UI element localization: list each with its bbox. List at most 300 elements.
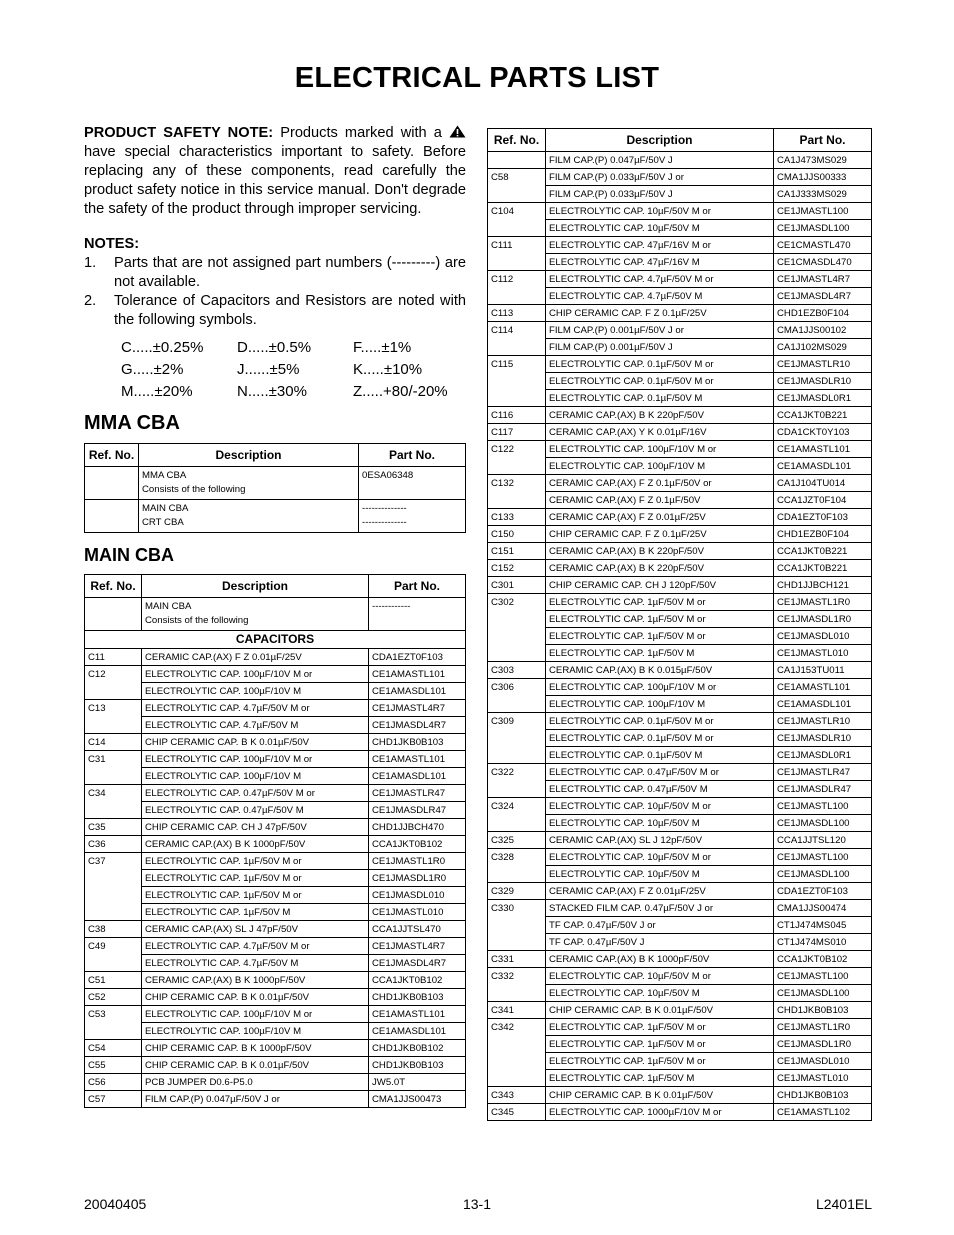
- desc-line: Consists of the following: [142, 484, 246, 495]
- part-cell: CE1JMASDL4R7: [369, 955, 466, 972]
- col-ref-no: Ref. No.: [85, 444, 139, 467]
- desc-line: Consists of the following: [145, 615, 249, 626]
- part-cell: CE1AMASTL101: [369, 666, 466, 683]
- table-row: [488, 747, 872, 764]
- part-cell: CE1JMASTL1R0: [369, 853, 466, 870]
- desc-cell: ELECTROLYTIC CAP. 47µF/16V M: [546, 254, 774, 271]
- part-cell: CCA1JJTSL470: [369, 921, 466, 938]
- part-cell: CHD1JKB0B103: [369, 1057, 466, 1074]
- tolerance-code: G.....±2%: [121, 361, 184, 378]
- desc-cell: ELECTROLYTIC CAP. 0.47µF/50V M: [546, 781, 774, 798]
- part-cell: CE1JMASDLR47: [774, 781, 872, 798]
- table-row: [488, 951, 872, 968]
- ref-cell: [488, 339, 546, 356]
- table-row: [488, 543, 872, 560]
- part-cell: CE1JMASDL010: [369, 887, 466, 904]
- table-row: [488, 679, 872, 696]
- desc-cell: ELECTROLYTIC CAP. 10µF/50V M or: [546, 849, 774, 866]
- part-cell: CE1JMASTL4R7: [774, 271, 872, 288]
- table-row: [488, 390, 872, 407]
- desc-cell: ELECTROLYTIC CAP. 4.7µF/50V M: [142, 955, 369, 972]
- table-row: [488, 645, 872, 662]
- desc-cell: FILM CAP.(P) 0.001µF/50V J: [546, 339, 774, 356]
- desc-cell: ELECTROLYTIC CAP. 0.1µF/50V M: [546, 747, 774, 764]
- part-cell: CE1JMASTL010: [774, 645, 872, 662]
- desc-cell: CHIP CERAMIC CAP. B K 0.01µF/50V: [546, 1087, 774, 1104]
- table-row: [488, 713, 872, 730]
- desc-line: MMA CBA: [142, 470, 187, 481]
- table-row: [85, 836, 466, 853]
- page-title: ELECTRICAL PARTS LIST: [294, 62, 660, 94]
- part-cell: CE1JMASTL010: [369, 904, 466, 921]
- ref-cell: [85, 1023, 142, 1040]
- ref-cell: [85, 802, 142, 819]
- ref-cell: C341: [488, 1002, 546, 1019]
- table-row: [85, 938, 466, 955]
- capacitors-label: CAPACITORS: [85, 631, 466, 649]
- table-row: [488, 815, 872, 832]
- table-row: [488, 696, 872, 713]
- table-row: [85, 1091, 466, 1108]
- desc-cell: CERAMIC CAP.(AX) F Z 0.01µF/25V: [546, 883, 774, 900]
- desc-cell: ELECTROLYTIC CAP. 4.7µF/50V M or: [546, 271, 774, 288]
- ref-cell: C343: [488, 1087, 546, 1104]
- desc-cell: ELECTROLYTIC CAP. 0.1µF/50V M or: [546, 730, 774, 747]
- col-ref-no: Ref. No.: [488, 129, 546, 152]
- ref-cell: C12: [85, 666, 142, 683]
- ref-cell: C133: [488, 509, 546, 526]
- desc-cell: ELECTROLYTIC CAP. 1µF/50V M or: [142, 870, 369, 887]
- table-row: [488, 781, 872, 798]
- table-row: [85, 598, 466, 631]
- right-column: [487, 128, 872, 1121]
- table-row: [85, 717, 466, 734]
- ref-cell: C36: [85, 836, 142, 853]
- safety-note-text-2: have special characteristics important to safety. Before replacing any of these components, read carefully the product safety notice in this service manual. Don't degrade the safety of the product through improper servicing.: [84, 144, 466, 217]
- desc-cell: FILM CAP.(P) 0.033µF/50V J: [546, 186, 774, 203]
- table-row: [488, 288, 872, 305]
- table-row: [85, 649, 466, 666]
- desc-cell: CHIP CERAMIC CAP. F Z 0.1µF/25V: [546, 305, 774, 322]
- table-row: [488, 220, 872, 237]
- table-row: [85, 500, 466, 533]
- table-row: [488, 917, 872, 934]
- left-column: [84, 124, 466, 1108]
- ref-cell: [85, 717, 142, 734]
- desc-cell: CERAMIC CAP.(AX) B K 220pF/50V: [546, 407, 774, 424]
- part-cell: CE1CMASTL470: [774, 237, 872, 254]
- desc-cell: ELECTROLYTIC CAP. 1µF/50V M: [142, 904, 369, 921]
- table-row: [488, 1002, 872, 1019]
- desc-cell: ELECTROLYTIC CAP. 0.1µF/50V M or: [546, 373, 774, 390]
- ref-cell: [488, 1036, 546, 1053]
- ref-cell: C117: [488, 424, 546, 441]
- table-row: [488, 662, 872, 679]
- desc-cell: ELECTROLYTIC CAP. 4.7µF/50V M: [142, 717, 369, 734]
- ref-cell: [488, 730, 546, 747]
- ref-cell: C331: [488, 951, 546, 968]
- ref-cell: [488, 628, 546, 645]
- desc-cell: CERAMIC CAP.(AX) B K 1000pF/50V: [546, 951, 774, 968]
- desc-cell: ELECTROLYTIC CAP. 1µF/50V M or: [546, 611, 774, 628]
- ref-cell: C330: [488, 900, 546, 917]
- table-row: [488, 1087, 872, 1104]
- table-row: [488, 441, 872, 458]
- part-cell: CA1J153TU011: [774, 662, 872, 679]
- desc-cell: ELECTROLYTIC CAP. 100µF/10V M: [142, 768, 369, 785]
- part-cell: CE1JMASDL4R7: [774, 288, 872, 305]
- table-row: [85, 819, 466, 836]
- ref-cell: C55: [85, 1057, 142, 1074]
- part-cell: JW5.0T: [369, 1074, 466, 1091]
- safety-note-text-1: Products marked with a: [280, 125, 442, 141]
- note-item: [84, 292, 466, 330]
- desc-cell: ELECTROLYTIC CAP. 100µF/10V M or: [142, 751, 369, 768]
- ref-cell: [85, 955, 142, 972]
- desc-cell: ELECTROLYTIC CAP. 0.47µF/50V M or: [142, 785, 369, 802]
- part-cell: CE1JMASDL4R7: [369, 717, 466, 734]
- part-cell: CHD1EZB0F104: [774, 526, 872, 543]
- desc-cell: STACKED FILM CAP. 0.47µF/50V J or: [546, 900, 774, 917]
- tolerance-code: F.....±1%: [353, 339, 412, 356]
- ref-cell: [85, 870, 142, 887]
- ref-cell: [85, 768, 142, 785]
- ref-cell: [85, 887, 142, 904]
- mma-cba-heading: MMA CBA: [84, 412, 180, 434]
- part-cell: CDA1EZT0F103: [774, 883, 872, 900]
- ref-cell: C13: [85, 700, 142, 717]
- ref-cell: [85, 683, 142, 700]
- part-cell: CHD1JKB0B102: [369, 1040, 466, 1057]
- table-row: [488, 356, 872, 373]
- ref-cell: [488, 696, 546, 713]
- tolerance-code: N.....±30%: [237, 383, 307, 400]
- col-description: Description: [139, 444, 359, 467]
- part-cell: CE1JMASDL010: [774, 628, 872, 645]
- tolerance-code: K.....±10%: [353, 361, 423, 378]
- desc-cell: CERAMIC CAP.(AX) F Z 0.01µF/25V: [546, 509, 774, 526]
- ref-cell: [85, 904, 142, 921]
- ref-cell: [488, 917, 546, 934]
- part-cell: CT1J474MS010: [774, 934, 872, 951]
- ref-cell: [488, 934, 546, 951]
- desc-cell: ELECTROLYTIC CAP. 4.7µF/50V M or: [142, 700, 369, 717]
- part-cell: CE1AMASDL101: [369, 683, 466, 700]
- table-row: [488, 526, 872, 543]
- part-cell: CE1JMASTL4R7: [369, 700, 466, 717]
- part-cell: CE1AMASTL102: [774, 1104, 872, 1121]
- table-row: [85, 972, 466, 989]
- part-cell: CE1JMASTL010: [774, 1070, 872, 1087]
- table-row: [488, 322, 872, 339]
- safety-note: [84, 124, 466, 219]
- note-number: 1.: [84, 255, 97, 271]
- note-text: Tolerance of Capacitors and Resistors are noted with the following symbols.: [114, 293, 466, 328]
- ref-cell: C53: [85, 1006, 142, 1023]
- table-row: [488, 832, 872, 849]
- note-item: [84, 254, 466, 292]
- col-part-no: Part No.: [359, 444, 466, 467]
- part-cell: CA1J102MS029: [774, 339, 872, 356]
- part-cell: CE1JMASDL0R1: [774, 390, 872, 407]
- ref-cell: [488, 1053, 546, 1070]
- ref-cell: C54: [85, 1040, 142, 1057]
- desc-cell: ELECTROLYTIC CAP. 10µF/50V M or: [546, 203, 774, 220]
- table-row: [488, 883, 872, 900]
- table-row: [488, 254, 872, 271]
- desc-cell: ELECTROLYTIC CAP. 1µF/50V M or: [142, 853, 369, 870]
- desc-cell: [139, 467, 359, 500]
- ref-cell: C35: [85, 819, 142, 836]
- part-cell: CE1JMASDL1R0: [774, 611, 872, 628]
- part-cell: CE1JMASDL100: [774, 220, 872, 237]
- table-row: [488, 458, 872, 475]
- table-row: [85, 1040, 466, 1057]
- part-cell: CE1JMASDL100: [774, 866, 872, 883]
- desc-cell: CERAMIC CAP.(AX) F Z 0.1µF/50V or: [546, 475, 774, 492]
- table-row: [488, 169, 872, 186]
- desc-cell: ELECTROLYTIC CAP. 0.47µF/50V M or: [546, 764, 774, 781]
- part-cell: CCA1JZT0F104: [774, 492, 872, 509]
- table-row: [85, 666, 466, 683]
- table-row: [488, 900, 872, 917]
- ref-cell: C132: [488, 475, 546, 492]
- mma-cba-table: [84, 443, 466, 533]
- table-row: [85, 1074, 466, 1091]
- table-row: [488, 560, 872, 577]
- part-cell: CE1JMASTLR47: [369, 785, 466, 802]
- ref-cell: C150: [488, 526, 546, 543]
- part-cell: CMA1JJS00333: [774, 169, 872, 186]
- part-cell: CDA1EZT0F103: [369, 649, 466, 666]
- table-row: [85, 989, 466, 1006]
- part-cell: CHD1JKB0B103: [774, 1002, 872, 1019]
- col-part-no: Part No.: [774, 129, 872, 152]
- safety-note-label: PRODUCT SAFETY NOTE:: [84, 125, 274, 141]
- part-cell: CCA1JKT0B102: [369, 972, 466, 989]
- note-number: 2.: [84, 293, 97, 309]
- tolerance-code: Z.....+80/-20%: [353, 383, 448, 400]
- ref-cell: C306: [488, 679, 546, 696]
- ref-cell: [488, 220, 546, 237]
- desc-cell: ELECTROLYTIC CAP. 0.47µF/50V M: [142, 802, 369, 819]
- desc-cell: ELECTROLYTIC CAP. 1µF/50V M or: [546, 1019, 774, 1036]
- desc-cell: CHIP CERAMIC CAP. B K 0.01µF/50V: [546, 1002, 774, 1019]
- table-row: [85, 887, 466, 904]
- table-row: [488, 730, 872, 747]
- ref-cell: C325: [488, 832, 546, 849]
- desc-cell: ELECTROLYTIC CAP. 100µF/10V M or: [546, 441, 774, 458]
- part-cell: CHD1JJBCH121: [774, 577, 872, 594]
- desc-cell: TF CAP. 0.47µF/50V J or: [546, 917, 774, 934]
- part-cell: CMA1JJS00102: [774, 322, 872, 339]
- part-cell: ------------: [369, 598, 466, 631]
- table-row: [85, 1057, 466, 1074]
- part-cell: CE1JMASDL010: [774, 1053, 872, 1070]
- part-cell: CMA1JJS00473: [369, 1091, 466, 1108]
- ref-cell: [488, 866, 546, 883]
- part-cell: CE1CMASDL470: [774, 254, 872, 271]
- desc-line: CRT CBA: [142, 517, 184, 528]
- footer-date: 20040405: [84, 1196, 147, 1212]
- part-cell: CE1JMASTLR10: [774, 713, 872, 730]
- desc-cell: CHIP CERAMIC CAP. B K 0.01µF/50V: [142, 989, 369, 1006]
- ref-cell: [488, 781, 546, 798]
- desc-cell: ELECTROLYTIC CAP. 10µF/50V M: [546, 985, 774, 1002]
- tolerance-code: J......±5%: [237, 361, 300, 378]
- table-row: [85, 853, 466, 870]
- part-cell: CE1JMASTL100: [774, 849, 872, 866]
- footer-model: L2401EL: [815, 1196, 872, 1212]
- desc-line: MAIN CBA: [145, 601, 192, 612]
- table-row: [488, 968, 872, 985]
- table-row: [488, 186, 872, 203]
- desc-cell: ELECTROLYTIC CAP. 1µF/50V M or: [546, 1053, 774, 1070]
- ref-cell: C57: [85, 1091, 142, 1108]
- ref-cell: C34: [85, 785, 142, 802]
- table-row: [488, 509, 872, 526]
- table-row: [85, 904, 466, 921]
- part-cell: CE1JMASDLR10: [774, 373, 872, 390]
- table-row: [488, 764, 872, 781]
- part-cell: CE1JMASDL1R0: [774, 1036, 872, 1053]
- ref-cell: C329: [488, 883, 546, 900]
- table-row: [85, 467, 466, 500]
- desc-cell: ELECTROLYTIC CAP. 10µF/50V M: [546, 866, 774, 883]
- desc-cell: ELECTROLYTIC CAP. 47µF/16V M or: [546, 237, 774, 254]
- table-row: [488, 594, 872, 611]
- table-row: [85, 1023, 466, 1040]
- ref-cell: [488, 186, 546, 203]
- part-cell: CE1AMASDL101: [369, 1023, 466, 1040]
- table-row: [488, 271, 872, 288]
- part-cell: CHD1JKB0B103: [369, 989, 466, 1006]
- table-row: [488, 1104, 872, 1121]
- table-row: [488, 237, 872, 254]
- col-description: Description: [142, 575, 369, 598]
- ref-cell: C14: [85, 734, 142, 751]
- table-row: [488, 203, 872, 220]
- desc-cell: ELECTROLYTIC CAP. 1000µF/10V M or: [546, 1104, 774, 1121]
- table-row: [85, 768, 466, 785]
- part-cell: CE1JMASDL0R1: [774, 747, 872, 764]
- ref-cell: [488, 254, 546, 271]
- part-cell: CA1J473MS029: [774, 152, 872, 169]
- desc-cell: [142, 598, 369, 631]
- part-cell: CDA1CKT0Y103: [774, 424, 872, 441]
- desc-cell: CERAMIC CAP.(AX) SL J 47pF/50V: [142, 921, 369, 938]
- desc-line: MAIN CBA: [142, 503, 189, 514]
- ref-cell: [488, 645, 546, 662]
- part-line: --------------: [362, 517, 407, 528]
- tolerance-code: D.....±0.5%: [237, 339, 312, 356]
- table-row: [488, 985, 872, 1002]
- desc-cell: CERAMIC CAP.(AX) B K 1000pF/50V: [142, 972, 369, 989]
- table-row: [488, 339, 872, 356]
- part-cell: CCA1JKT0B102: [369, 836, 466, 853]
- part-cell: CHD1EZB0F104: [774, 305, 872, 322]
- desc-cell: ELECTROLYTIC CAP. 10µF/50V M or: [546, 968, 774, 985]
- part-cell: CHD1JKB0B103: [369, 734, 466, 751]
- ref-cell: [488, 390, 546, 407]
- part-cell: CA1J333MS029: [774, 186, 872, 203]
- desc-cell: ELECTROLYTIC CAP. 1µF/50V M or: [546, 1036, 774, 1053]
- desc-cell: ELECTROLYTIC CAP. 0.1µF/50V M or: [546, 356, 774, 373]
- table-row: [85, 955, 466, 972]
- table-row: [488, 373, 872, 390]
- ref-cell: C104: [488, 203, 546, 220]
- ref-cell: C31: [85, 751, 142, 768]
- warning-triangle-icon: [449, 125, 466, 138]
- table-row: [488, 934, 872, 951]
- table-row: [488, 1019, 872, 1036]
- part-cell: CE1AMASTL101: [774, 441, 872, 458]
- note-text: Parts that are not assigned part numbers (---------) are not available.: [114, 255, 466, 290]
- part-cell: CCA1JJTSL120: [774, 832, 872, 849]
- desc-cell: TF CAP. 0.47µF/50V J: [546, 934, 774, 951]
- ref-cell: C342: [488, 1019, 546, 1036]
- table-row: [488, 577, 872, 594]
- ref-cell: C152: [488, 560, 546, 577]
- ref-cell: [85, 500, 139, 533]
- table-row: [85, 751, 466, 768]
- desc-cell: ELECTROLYTIC CAP. 10µF/50V M or: [546, 798, 774, 815]
- desc-cell: ELECTROLYTIC CAP. 100µF/10V M or: [142, 666, 369, 683]
- ref-cell: C301: [488, 577, 546, 594]
- table-row: [488, 475, 872, 492]
- part-cell: [359, 500, 466, 533]
- desc-cell: FILM CAP.(P) 0.047µF/50V J: [546, 152, 774, 169]
- part-cell: CE1AMASDL101: [774, 458, 872, 475]
- ref-cell: [488, 985, 546, 1002]
- part-cell: CE1JMASDLR10: [774, 730, 872, 747]
- part-cell: 0ESA06348: [359, 467, 466, 500]
- ref-cell: C114: [488, 322, 546, 339]
- ref-cell: C322: [488, 764, 546, 781]
- table-row: [85, 683, 466, 700]
- tolerance-grid: [121, 339, 466, 400]
- part-cell: CE1JMASTL1R0: [774, 1019, 872, 1036]
- col-description: Description: [546, 129, 774, 152]
- part-cell: CA1J104TU014: [774, 475, 872, 492]
- desc-cell: CHIP CERAMIC CAP. B K 1000pF/50V: [142, 1040, 369, 1057]
- ref-cell: [488, 288, 546, 305]
- part-line: --------------: [362, 503, 407, 514]
- desc-cell: ELECTROLYTIC CAP. 4.7µF/50V M or: [142, 938, 369, 955]
- desc-cell: ELECTROLYTIC CAP. 100µF/10V M: [142, 1023, 369, 1040]
- ref-cell: C112: [488, 271, 546, 288]
- table-row: [488, 1053, 872, 1070]
- col-ref-no: Ref. No.: [85, 575, 142, 598]
- desc-cell: [139, 500, 359, 533]
- table-row: [85, 921, 466, 938]
- part-cell: CE1AMASDL101: [774, 696, 872, 713]
- desc-cell: FILM CAP.(P) 0.047µF/50V J or: [142, 1091, 369, 1108]
- notes-heading: NOTES:: [84, 236, 140, 252]
- part-cell: CE1JMASTL100: [774, 798, 872, 815]
- tolerance-code: M.....±20%: [121, 383, 193, 400]
- ref-cell: [488, 152, 546, 169]
- desc-cell: CERAMIC CAP.(AX) SL J 12pF/50V: [546, 832, 774, 849]
- ref-cell: [488, 492, 546, 509]
- desc-cell: ELECTROLYTIC CAP. 100µF/10V M: [546, 458, 774, 475]
- desc-cell: CERAMIC CAP.(AX) B K 220pF/50V: [546, 560, 774, 577]
- desc-cell: ELECTROLYTIC CAP. 1µF/50V M or: [546, 594, 774, 611]
- table-row: [85, 785, 466, 802]
- part-cell: CE1JMASDL1R0: [369, 870, 466, 887]
- table-row: [488, 628, 872, 645]
- main-cba-heading: MAIN CBA: [84, 545, 174, 565]
